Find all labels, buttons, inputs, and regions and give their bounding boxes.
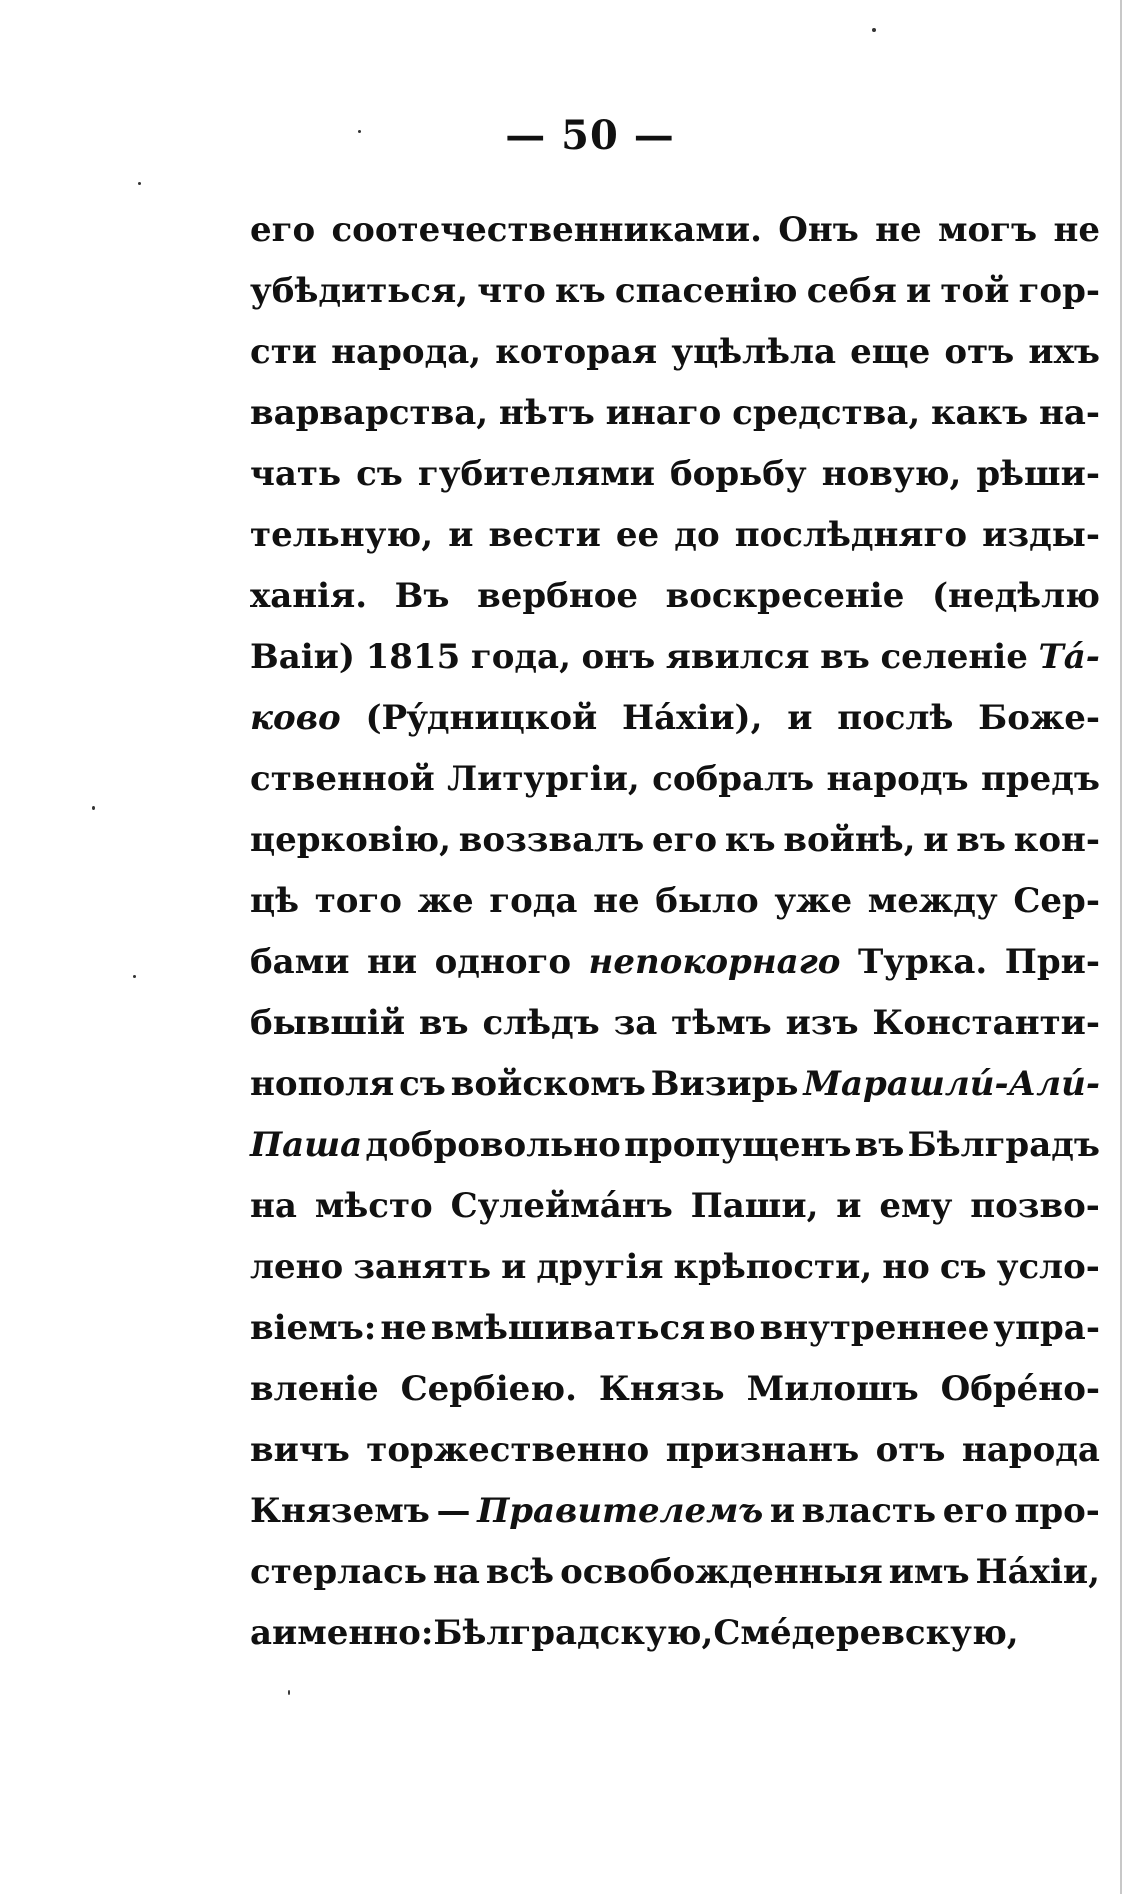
scan-speck — [358, 130, 361, 133]
text-word: и — [906, 271, 932, 311]
text-word: торжественно — [366, 1430, 650, 1470]
text-word: и — [501, 1247, 527, 1287]
text-word: себя — [806, 271, 897, 311]
text-line — [250, 1481, 1100, 1542]
text-word: ственной — [250, 759, 435, 799]
text-word: внутреннее — [759, 1308, 990, 1348]
text-line — [250, 383, 1100, 444]
text-word: средства, — [732, 393, 921, 433]
text-word: съ — [356, 454, 403, 494]
text-word: селеніе — [880, 637, 1028, 677]
text-line — [250, 871, 1100, 932]
text-word: воскресеніе — [665, 576, 905, 616]
text-word: явился — [665, 637, 810, 677]
text-word: гор- — [1018, 271, 1100, 311]
text-word: вербное — [477, 576, 639, 616]
text-line — [250, 1115, 1100, 1176]
text-word: другія — [536, 1247, 664, 1287]
text-line — [250, 322, 1100, 383]
text-word: тельную, — [250, 515, 434, 555]
text-word: какъ — [930, 393, 1029, 433]
text-word: Нáхіи, — [975, 1552, 1100, 1592]
text-word: уже — [774, 881, 853, 921]
text-word: мѣсто — [314, 1186, 433, 1226]
text-word: усло- — [996, 1247, 1100, 1287]
text-word: изды- — [982, 515, 1100, 555]
text-word: его — [250, 210, 316, 250]
text-word: послѣдняго — [734, 515, 968, 555]
text-line — [250, 1603, 1100, 1664]
text-word: Марашлú-Алú- — [803, 1064, 1100, 1104]
text-word: къ — [555, 271, 606, 311]
text-line — [250, 993, 1100, 1054]
text-word: Княземъ — [250, 1491, 430, 1531]
text-word: не — [1053, 210, 1100, 250]
page-number: — 50 — — [505, 112, 675, 159]
text-word: рѣши- — [976, 454, 1100, 494]
text-word: Визирь — [650, 1064, 799, 1104]
text-word: Паши, — [690, 1186, 819, 1226]
text-word: борьбу — [670, 454, 807, 494]
text-word: и — [448, 515, 474, 555]
text-word: Сербіею. — [400, 1369, 577, 1409]
text-word: вичъ — [250, 1430, 350, 1470]
text-word: (Рýдницкой — [365, 698, 598, 738]
text-word: Сер- — [1013, 881, 1100, 921]
text-word: вленіе — [250, 1369, 379, 1409]
text-word: Бѣлградскую, — [433, 1613, 714, 1653]
text-word: Нáхіи), — [621, 698, 763, 738]
text-word: кон- — [1013, 820, 1100, 860]
text-word: губителями — [417, 454, 655, 494]
text-word: уцѣлѣла — [671, 332, 836, 372]
text-word: что — [477, 271, 546, 311]
text-line — [250, 1420, 1100, 1481]
text-word: Правителемъ — [477, 1491, 764, 1531]
text-word: ее — [615, 515, 660, 555]
text-word: При- — [1004, 942, 1100, 982]
text-line — [250, 627, 1100, 688]
text-word: Въ — [394, 576, 450, 616]
text-word: Паша — [250, 1125, 363, 1165]
text-word: во — [709, 1308, 756, 1348]
text-word: могъ — [938, 210, 1038, 250]
text-word: непокорнаго — [588, 942, 841, 982]
text-word: Сулеймáнъ — [450, 1186, 673, 1226]
text-word: одного — [434, 942, 572, 982]
text-word: стерлась — [250, 1552, 427, 1592]
text-word: къ — [724, 820, 776, 860]
text-line — [250, 566, 1100, 627]
text-word: Тá- — [1038, 637, 1100, 677]
text-word: въ — [854, 1125, 905, 1165]
text-word: же — [417, 881, 474, 921]
text-word: народъ — [826, 759, 969, 799]
text-line — [250, 200, 1100, 261]
text-word: ханія. — [250, 576, 368, 616]
text-word: не — [380, 1308, 427, 1348]
text-word: и — [923, 820, 949, 860]
text-word: собралъ — [652, 759, 815, 799]
text-word: цѣ — [250, 881, 300, 921]
text-line — [250, 1176, 1100, 1237]
text-word: упра- — [993, 1308, 1100, 1348]
text-word: про- — [1014, 1491, 1100, 1531]
text-word: Князь — [598, 1369, 725, 1409]
text-line — [250, 749, 1100, 810]
text-word: Онъ — [778, 210, 859, 250]
scan-speck — [138, 182, 141, 185]
text-word: варварства, — [250, 393, 489, 433]
text-word: не — [593, 881, 640, 921]
text-word: инаго — [605, 393, 722, 433]
text-word: пропущенъ — [624, 1125, 852, 1165]
text-word: Обрéно- — [940, 1369, 1100, 1409]
text-word: предъ — [980, 759, 1100, 799]
text-word: ему — [879, 1186, 953, 1226]
page-edge-line — [1120, 0, 1122, 1894]
text-word: власть — [801, 1491, 937, 1531]
text-line — [250, 444, 1100, 505]
text-word: новую, — [821, 454, 962, 494]
text-line — [250, 810, 1100, 871]
text-word: Константи- — [872, 1003, 1100, 1043]
text-word: на — [432, 1552, 480, 1592]
text-word: признанъ — [665, 1430, 860, 1470]
text-word: имъ — [888, 1552, 970, 1592]
text-word: ни — [366, 942, 418, 982]
text-word: войскомъ — [450, 1064, 646, 1104]
text-word: ково — [250, 698, 341, 738]
text-word: въ — [820, 637, 870, 677]
scan-speck — [288, 1690, 290, 1695]
text-line — [250, 688, 1100, 749]
text-word: съ — [939, 1247, 987, 1287]
text-word: (недѣлю — [931, 576, 1100, 616]
text-word: до — [674, 515, 720, 555]
text-word: которая — [495, 332, 658, 372]
text-word: года — [489, 881, 578, 921]
text-word: за — [613, 1003, 658, 1043]
text-word: Милошъ — [746, 1369, 919, 1409]
text-word: на — [250, 1186, 297, 1226]
text-line — [250, 505, 1100, 566]
text-word: еще — [850, 332, 931, 372]
text-word: віемъ: — [250, 1308, 377, 1348]
text-word: послѣ — [837, 698, 954, 738]
text-line — [250, 1542, 1100, 1603]
text-word: нополя — [250, 1064, 395, 1104]
text-word: позво- — [970, 1186, 1100, 1226]
text-word: убѣдиться, — [250, 271, 469, 311]
text-word: войнѣ, — [783, 820, 916, 860]
text-word: въ — [956, 820, 1006, 860]
text-line — [250, 261, 1100, 322]
text-word: Смéдеревскую, — [713, 1613, 1019, 1653]
text-word: онъ — [581, 637, 656, 677]
text-word: того — [314, 881, 402, 921]
text-word: было — [655, 881, 759, 921]
text-line — [250, 932, 1100, 993]
text-line — [250, 1298, 1100, 1359]
body-text — [250, 200, 1100, 1664]
text-word: но — [882, 1247, 930, 1287]
text-word: 1815 — [365, 637, 461, 677]
text-word: соотечественниками. — [331, 210, 762, 250]
text-word: народа — [961, 1430, 1100, 1470]
text-word: не — [875, 210, 922, 250]
text-word: лено — [250, 1247, 344, 1287]
text-word: нѣтъ — [498, 393, 595, 433]
text-line — [250, 1054, 1100, 1115]
text-word: Литургіи, — [447, 759, 640, 799]
text-word: тѣмъ — [671, 1003, 772, 1043]
text-word: и — [836, 1186, 862, 1226]
text-word: бывшій — [250, 1003, 406, 1043]
scan-speck — [133, 975, 136, 978]
text-word: между — [867, 881, 998, 921]
text-word: отъ — [875, 1430, 946, 1470]
text-word: его — [651, 820, 718, 860]
text-word: вмѣшиваться — [430, 1308, 706, 1348]
text-word: изъ — [785, 1003, 859, 1043]
text-word: воззвалъ — [458, 820, 645, 860]
text-word: добровольно — [365, 1125, 621, 1165]
text-word: именно: — [272, 1613, 434, 1653]
text-word: сти — [250, 332, 317, 372]
text-word: а — [250, 1613, 273, 1653]
text-word: вести — [488, 515, 601, 555]
text-word: отъ — [944, 332, 1015, 372]
text-word: его — [942, 1491, 1008, 1531]
text-word: спасенію — [614, 271, 798, 311]
text-line — [250, 1359, 1100, 1420]
text-word: всѣ — [485, 1552, 555, 1592]
text-word: освобожденныя — [560, 1552, 883, 1592]
text-word: Ваіи) — [250, 637, 355, 677]
text-word: церковію, — [250, 820, 451, 860]
text-word: и — [787, 698, 813, 738]
text-word: чать — [250, 454, 342, 494]
text-line — [250, 1237, 1100, 1298]
text-word: ихъ — [1028, 332, 1100, 372]
text-word: съ — [399, 1064, 446, 1104]
text-word: въ — [418, 1003, 469, 1043]
text-word: и — [769, 1491, 796, 1531]
text-word: той — [940, 271, 1010, 311]
text-word: народа, — [331, 332, 482, 372]
text-word: занять — [353, 1247, 492, 1287]
text-word: слѣдъ — [482, 1003, 600, 1043]
text-word: бами — [250, 942, 350, 982]
text-word: Бѣлградъ — [907, 1125, 1100, 1165]
text-word: года, — [470, 637, 571, 677]
scan-speck — [872, 28, 876, 32]
text-word: Боже- — [978, 698, 1100, 738]
text-word: — — [436, 1491, 471, 1531]
scan-speck — [92, 806, 95, 810]
text-word: на- — [1038, 393, 1100, 433]
text-word: крѣпости, — [673, 1247, 873, 1287]
text-word: Турка. — [857, 942, 988, 982]
